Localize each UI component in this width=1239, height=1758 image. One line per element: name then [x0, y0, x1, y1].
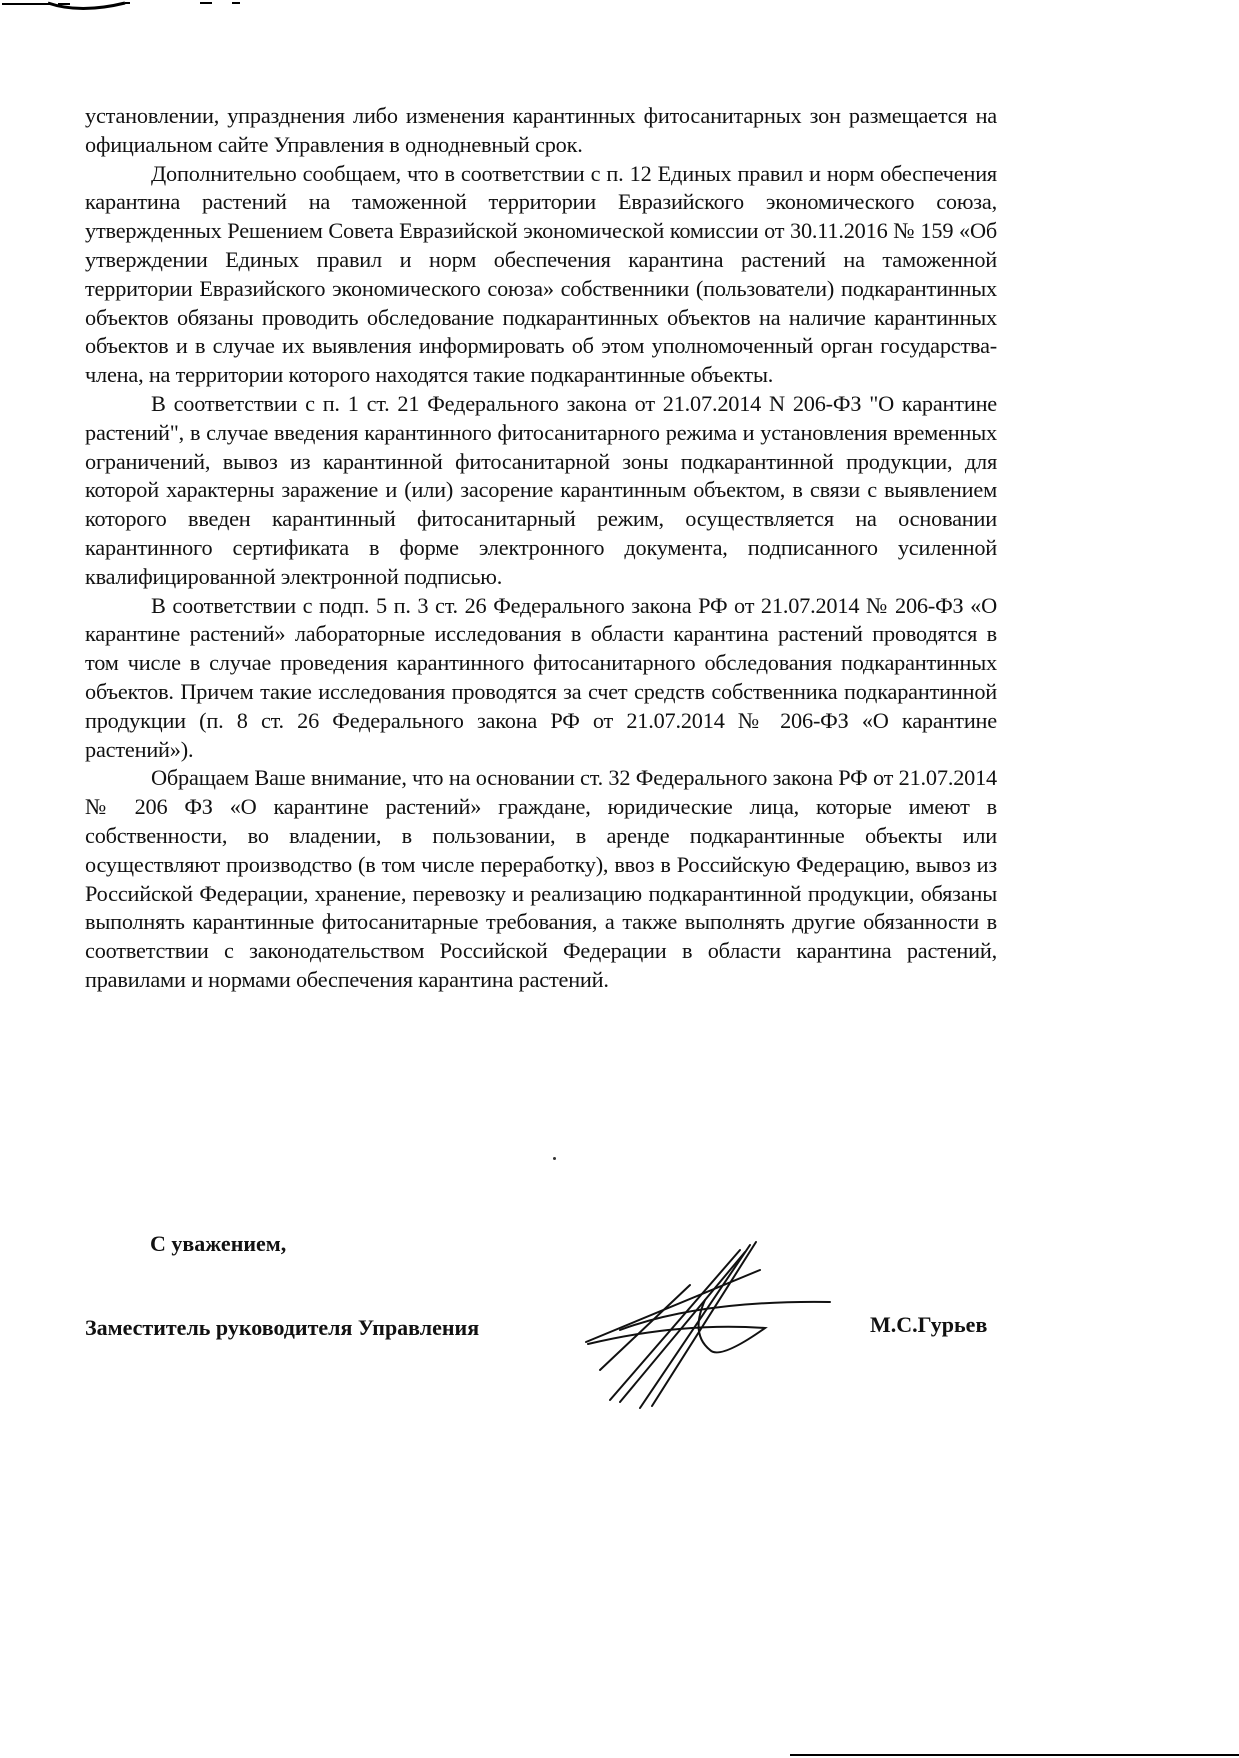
stray-dot — [553, 1157, 556, 1160]
closing-phrase: С уважением, — [150, 1231, 287, 1256]
scan-artifact-bottom — [790, 1753, 1239, 1756]
paragraph-4: В соответствии с подп. 5 п. 3 ст. 26 Федерального закона РФ от 21.07.2014 № 206-ФЗ «О карантине растений» лабораторные исследования в области карантина растений проводятся в том числе в случае проведения карантинного фитосанитарного обследования подкарантинных объектов. Причем такие исследования проводятся за счет средств собственника подкарантинной продукции (п. 8 ст. 26 Федерального закона РФ от 21.07.2014 № 206-ФЗ «О карантине растений»). — [85, 592, 997, 762]
letter-body — [85, 102, 997, 995]
signatory-title: Заместитель руководителя Управления — [85, 1315, 480, 1340]
paragraph-5: Обращаем Ваше внимание, что на основании ст. 32 Федерального закона РФ от 21.07.2014 № 206 ФЗ «О карантине растений» граждане, юридические лица, которые имеют в собственности, во владении, в пользовании, в аренде подкарантинные объекты или осуществляют производство (в том числе переработку), ввоз в Российскую Федерацию, вывоз из Российской Федерации, хранение, перевозку и реализацию подкарантинной продукции, обязаны выполнять карантинные фитосанитарные требования, а также выполнять другие обязанности в соответствии с законодательством Российской Федерации в области карантина растений, правилами и нормами обеспечения карантина растений. — [85, 765, 997, 992]
paragraph-1: установлении, упразднения либо изменения карантинных фитосанитарных зон размещается на официальном сайте Управления в однодневный срок. — [85, 103, 997, 157]
scan-artifact-top — [0, 0, 260, 16]
paragraph-3: В соответствии с п. 1 ст. 21 Федерального закона от 21.07.2014 N 206-ФЗ "О карантине растений", в случае введения карантинного фитосанитарного режима и установления временных ограничений, вывоз из карантинной фитосанитарной зоны подкарантинной продукции, для которой характерны заражение и (или) засорение карантинным объектом, в связи с выявлением которого введен карантинный фитосанитарный режим, осуществляется на основании карантинного сертификата в форме электронного документа, подписанного усиленной квалифицированной электронной подписью. — [85, 390, 997, 589]
signature-icon — [580, 1230, 880, 1410]
paragraph-2: Дополнительно сообщаем, что в соответствии с п. 12 Единых правил и норм обеспечения карантина растений на таможенной территории Евразийского экономического союза, утвержденных Решением Совета Евразийской экономической комиссии от 30.11.2016 № 159 «Об утверждении Единых правил и норм обеспечения карантина растений на таможенной территории Евразийского экономического союза» собственники (пользователи) подкарантинных объектов обязаны проводить обследование подкарантинных объектов на наличие карантинных объектов и в случае их выявления информировать об этом уполномоченный орган государства-члена, на территории которого находятся такие подкарантинные объекты. — [85, 160, 997, 388]
signatory-name: М.С.Гурьев — [870, 1312, 988, 1337]
